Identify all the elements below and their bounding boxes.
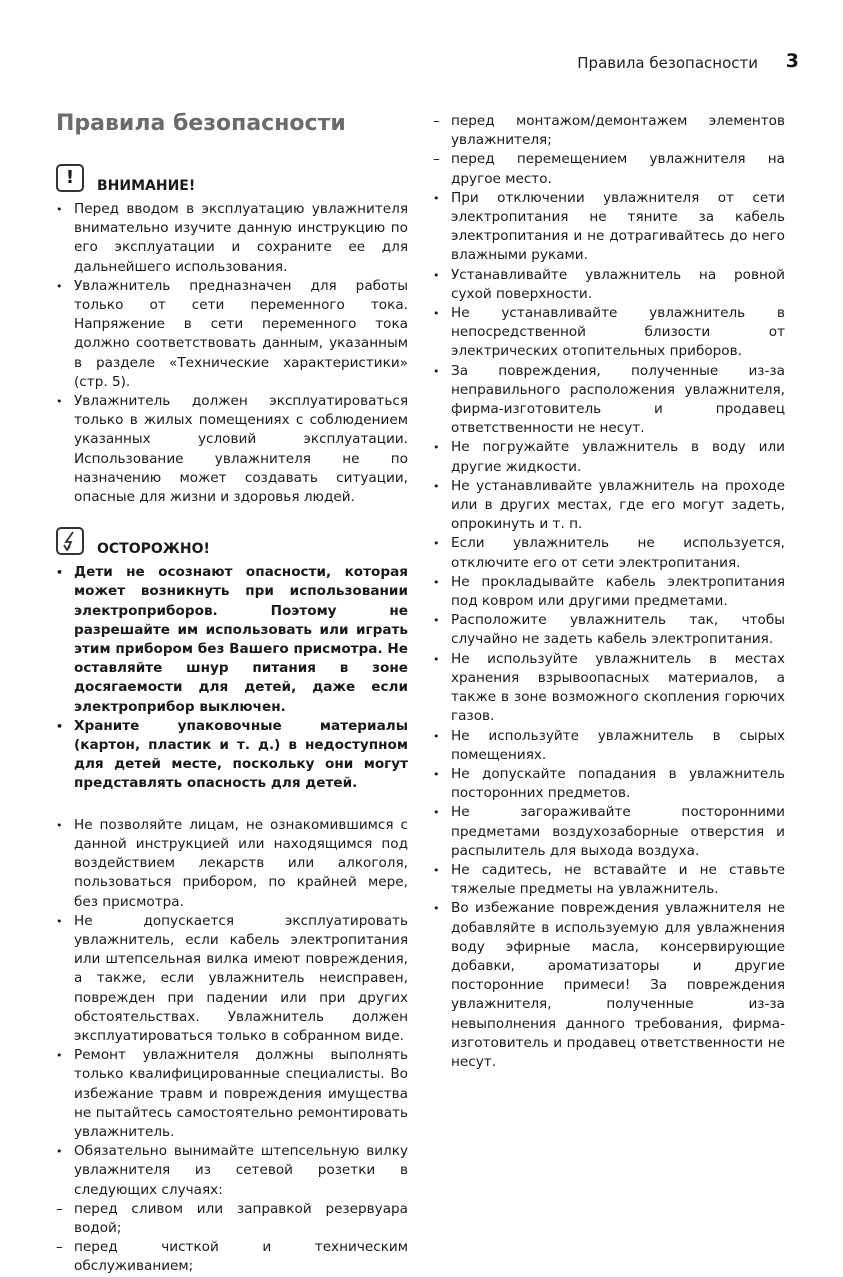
list-item: • Не садитесь, не вставайте и не ставьте тяжелые предметы на увлажнитель. [433,861,785,899]
list-item: • Не погружайте увлажнитель в воду или другие жидкости. [433,438,785,476]
list-item: • Не допускайте попадания в увлажнитель посторонних предметов. [433,765,785,803]
list-item: – перед чисткой и техническим обслуживанием; [56,1238,408,1276]
list-item: • Расположите увлажнитель так, чтобы случайно не задеть кабель электропитания. [433,611,785,649]
list-item: • Не допускается эксплуатировать увлажнитель, если кабель электропитания или штепсельная вилка имеют повреждения, а также, если увлажнитель неисправен, поврежден при падении или при других обстоятельствах. Увлажнитель должен эксплуатироваться только в собранном виде. [56,912,408,1046]
list-item: – перед монтажом/демонтажем элементов увлажнителя; [433,112,785,150]
list-item: – перед перемещением увлажнителя на другое место. [433,150,785,188]
running-header-title: Правила безопасности [577,54,758,72]
list-item: • Во избежание повреждения увлажнителя не добавляйте в используемую для увлажнения воду эфирные масла, консервирующие добавки, ароматизаторы и другие посторонние примеси! За повреждения увлажнителя, полученные из-за невыполнения данного требования, фирма-изготовитель и продавец ответственности не несут. [433,899,785,1072]
caution-list [56,563,408,793]
attention-heading [56,164,408,196]
page-number: 3 [785,50,799,72]
list-item: • Обязательно вынимайте штепсельную вилку увлажнителя из сетевой розетки в следующих случаях: [56,1142,408,1200]
list-item: • Не устанавливайте увлажнитель на проходе или в других местах, где его могут задеть, опрокинуть и т. п. [433,477,785,535]
attention-label: ВНИМАНИЕ! [97,177,196,194]
caution-heading [56,527,408,559]
list-item: • Устанавливайте увлажнитель на ровной сухой поверхности. [433,266,785,304]
list-item: • Не устанавливайте увлажнитель в непосредственной близости от электрических отопительных приборов. [433,304,785,362]
attention-list [56,200,408,507]
list-item: – перед сливом или заправкой резервуара водой; [56,1200,408,1238]
list-item: • Не загораживайте посторонними предметами воздухозаборные отверстия и распылитель для выхода воздуха. [433,803,785,861]
right-column [433,112,785,1072]
left-rules-list [56,816,408,1277]
list-item: • Не позволяйте лицам, не ознакомившимся с данной инструкцией или находящимся под воздействием лекарств или алкоголя, пользоваться прибором, по крайней мере, без присмотра. [56,816,408,912]
list-item: • Ремонт увлажнителя должны выполнять только квалифицированные специалисты. Во избежание травм и повреждения имущества не пытайтесь самостоятельно ремонтировать увлажнитель. [56,1046,408,1142]
list-item: • Увлажнитель предназначен для работы только от сети переменного тока. Напряжение в сети переменного тока должно соответствовать данным, указанным в разделе «Технические характеристики» (стр. 5). [56,277,408,392]
list-item: • Не используйте увлажнитель в местах хранения взрывоопасных материалов, а также в зоне возможного скопления горючих газов. [433,650,785,727]
list-item: • При отключении увлажнителя от сети электропитания не тяните за кабель электропитания и не дотрагивайтесь до него влажными руками. [433,189,785,266]
list-item: • Дети не осознают опасности, которая может возникнуть при использовании электроприборов. Поэтому не разрешайте им использовать или играть этим прибором без Вашего присмотра. Не оставляйте шнур питания в зоне досягаемости для детей, даже если электроприбор выключен. [56,563,408,717]
list-item: • За повреждения, полученные из-за неправильного расположения увлажнителя, фирма-изготовитель и продавец ответственности не несут. [433,362,785,439]
list-item: • Перед вводом в эксплуатацию увлажнителя внимательно изучите данную инструкцию по его эксплуатации и сохраните ее для дальнейшего использования. [56,200,408,277]
list-item: • Храните упаковочные материалы (картон, пластик и т. д.) в недоступном для детей месте, поскольку они могут представлять опасность для детей. [56,717,408,794]
lightning-icon [56,527,84,555]
list-item: • Не прокладывайте кабель электропитания под ковром или другими предметами. [433,573,785,611]
list-item: • Увлажнитель должен эксплуатироваться только в жилых помещениях с соблюдением указанных условий эксплуатации. Использование увлажнителя не по назначению может создавать ситуации, опасные для жизни и здоровья людей. [56,392,408,507]
exclamation-icon: ! [56,164,84,192]
caution-label: ОСТОРОЖНО! [97,541,210,558]
section-title: Правила безопасности [56,111,346,136]
left-column [56,108,408,1277]
list-item: • Не используйте увлажнитель в сырых помещениях. [433,727,785,765]
right-rules-list [433,112,785,1072]
list-item: • Если увлажнитель не используется, отключите его от сети электропитания. [433,534,785,572]
